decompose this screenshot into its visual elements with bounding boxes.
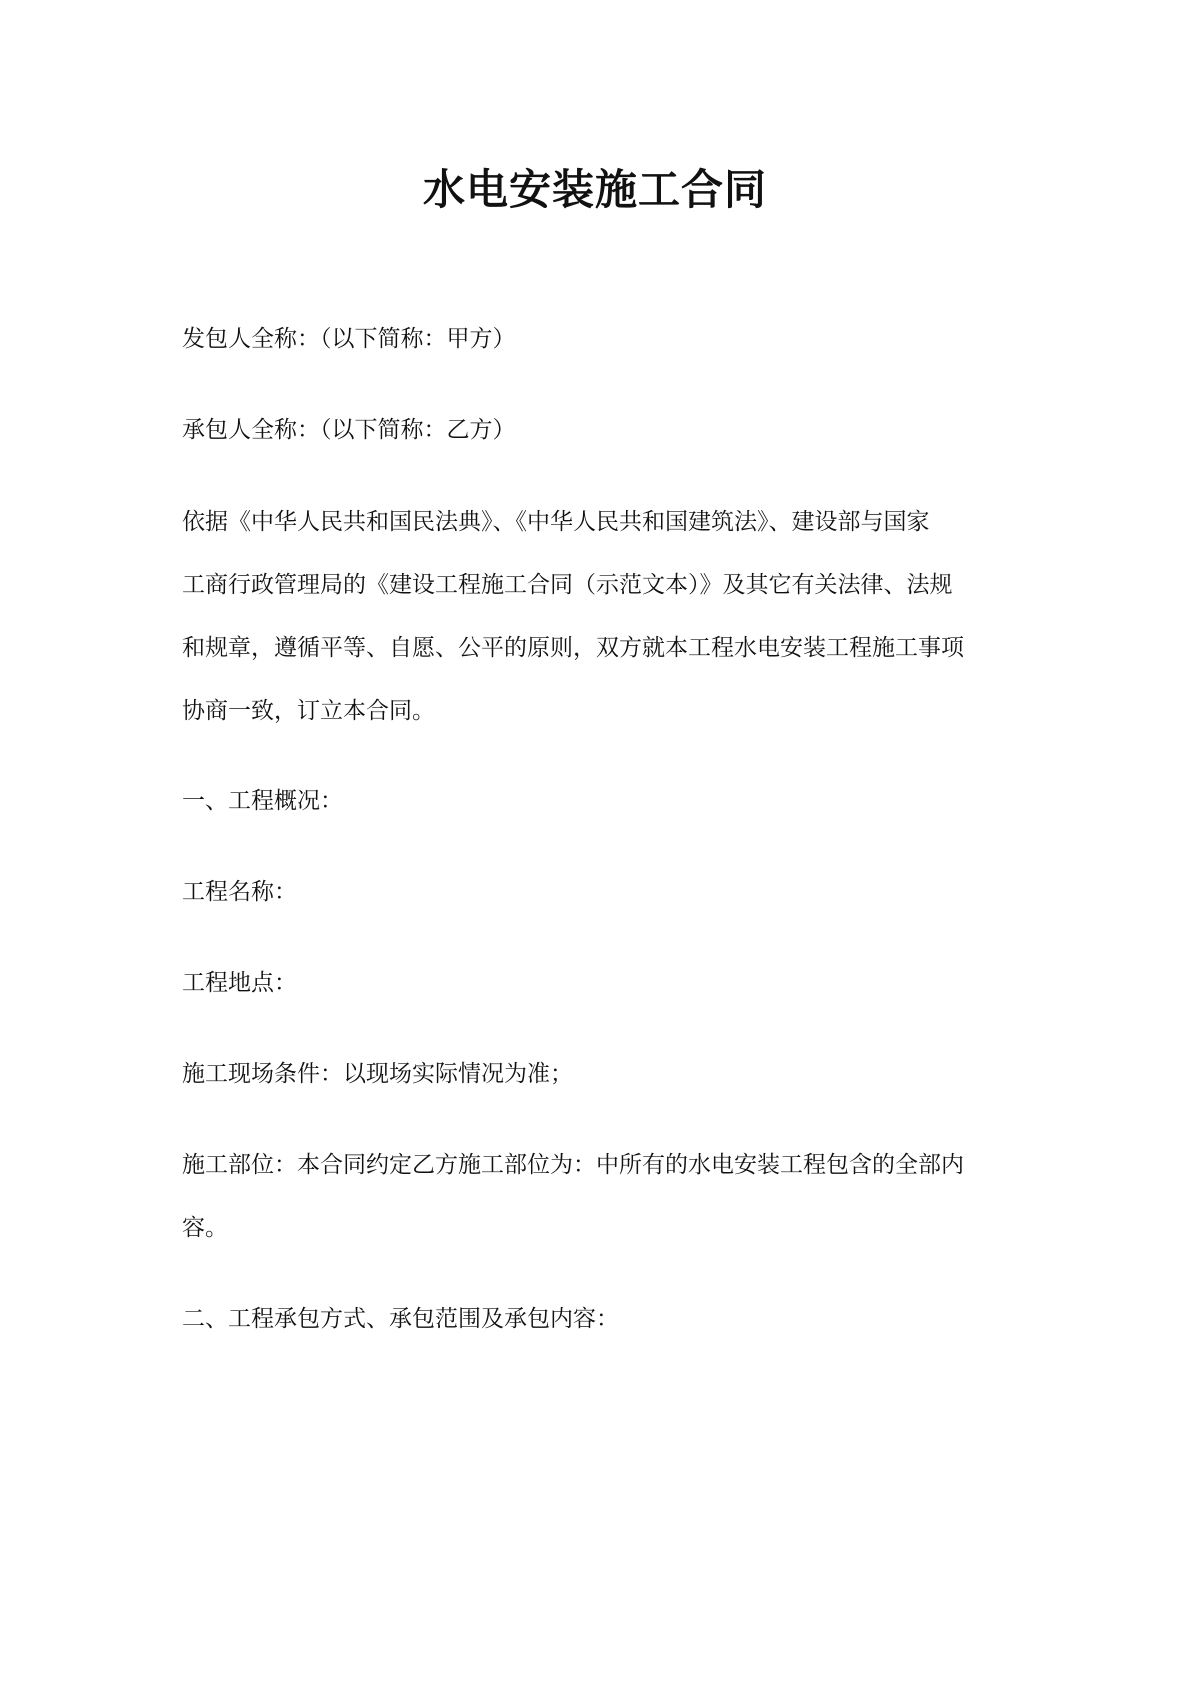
project-name-line: 工程名称： xyxy=(182,879,297,905)
preamble-line: 工商行政管理局的《建设工程施工合同（示范文本）》及其它有关法律、法规 xyxy=(182,572,953,598)
project-location-line: 工程地点： xyxy=(182,970,297,996)
section-1-heading: 一、工程概况： xyxy=(182,788,343,814)
section-2-heading: 二、工程承包方式、承包范围及承包内容： xyxy=(182,1306,619,1332)
construction-scope-line: 容。 xyxy=(182,1215,228,1241)
party-a-line: 发包人全称：（以下简称：甲方） xyxy=(182,326,516,352)
document-title: 水电安装施工合同 xyxy=(422,165,767,214)
preamble-line: 协商一致，订立本合同。 xyxy=(182,698,435,724)
construction-scope-paragraph xyxy=(182,1134,1012,1260)
party-b-line: 承包人全称：（以下简称：乙方） xyxy=(182,417,516,443)
site-conditions-line: 施工现场条件：以现场实际情况为准； xyxy=(182,1061,573,1087)
construction-scope-line: 施工部位：本合同约定乙方施工部位为：中所有的水电安装工程包含的全部内 xyxy=(182,1152,964,1178)
preamble-paragraph xyxy=(182,491,1012,743)
preamble-line: 和规章，遵循平等、自愿、公平的原则，双方就本工程水电安装工程施工事项 xyxy=(182,635,964,661)
preamble-line: 依据《中华人民共和国民法典》、《中华人民共和国建筑法》、建设部与国家 xyxy=(182,509,930,535)
